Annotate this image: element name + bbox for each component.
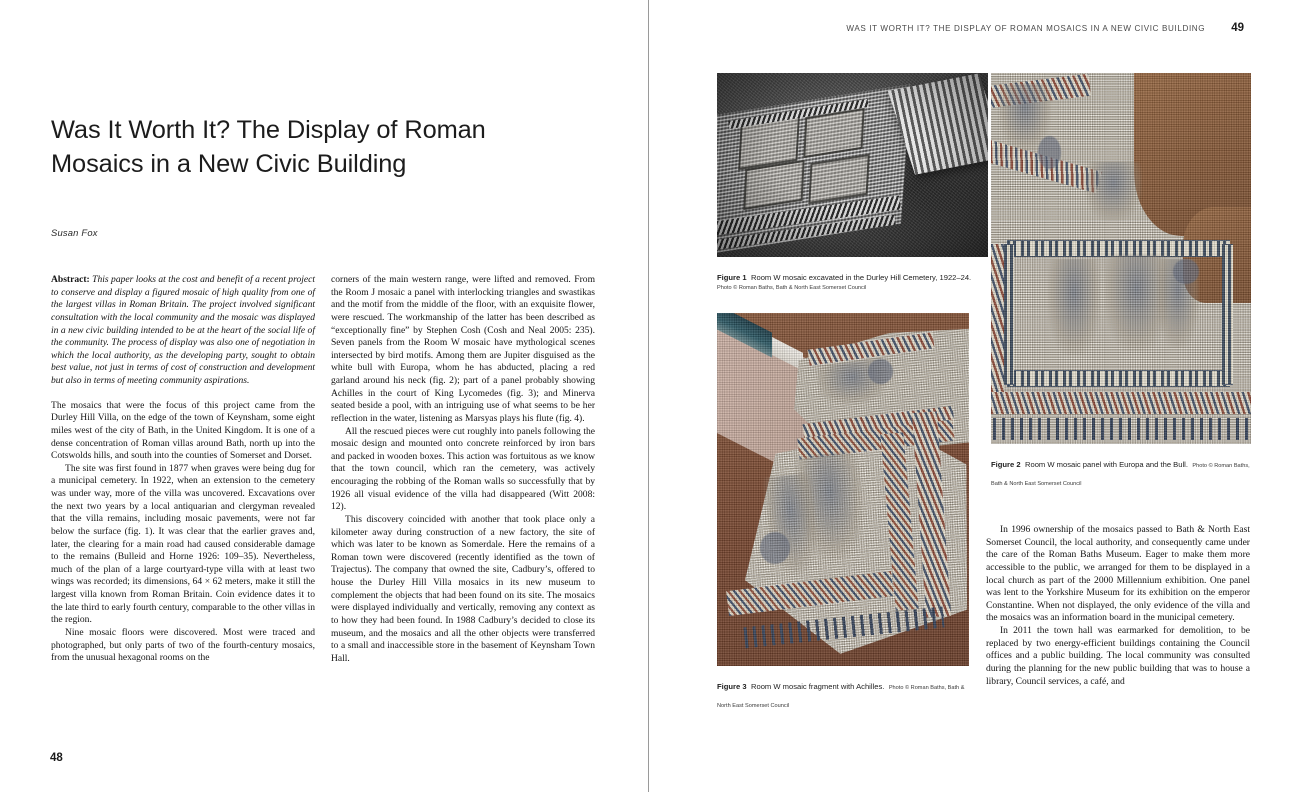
mosaic-damage-spot (868, 359, 893, 384)
page-title: Was It Worth It? The Display of Roman Mosaics in a New Civic Building (51, 116, 486, 179)
body-paragraph: The mosaics that were the focus of this project came from the Durley Hill Villa, on the edge of the town of Keynsham, some eight miles west of the city of Bath, in the United Kingdom. It is one of a dense concentration of Roman villas around Bath, north up into the Cotswolds hills, and south into the counties of Somerset and Dorset. (51, 399, 315, 462)
mosaic-damage-spot (1173, 259, 1199, 285)
figure-1-caption (717, 267, 989, 291)
figure-3-caption (717, 676, 979, 712)
figure-2-credit: Photo © Roman Baths, Bath & North East Somerset Council (991, 463, 1250, 487)
guilloche-border (991, 392, 1251, 414)
body-paragraph: In 2011 the town hall was earmarked for demolition, to be replaced by two energy-efficient buildings containing the Council offices and a public building. The local community was consulted during the planning for the new public building that was to house a library, Council services, a café, and (986, 625, 1250, 687)
article-author: Susan Fox (51, 227, 98, 238)
abstract-text: This paper looks at the cost and benefit of a recent project to conserve and display a figured mosaic of high quality from one of the largest villas in Roman Britain. The project involved significant consultation with the local community and the mosaic was displayed in a new civic building intended to be at the heart of the social life of the community. The process of display was also one of negotiation in which the local authority, as the developing party, sought to obtain best value, not just in terms of cost of construction and development but also in terms of meeting community aspirations. (51, 274, 315, 386)
abstract-label: Abstract: (51, 274, 90, 285)
figure-1-label: Figure 1 (717, 273, 747, 282)
figure-2-label: Figure 2 (991, 460, 1021, 469)
figure-3 (717, 313, 969, 666)
abstract-paragraph (51, 274, 315, 388)
bird-motif (1085, 162, 1142, 221)
body-paragraph: This discovery coincided with another that took place only a kilometer away during construction of a new factory, the site of which was later to be known as Somerdale. Here the remains of a Roman town were discovered (recently identified as the town of Trajectus). The company that owned the site, Cadbury’s, offered to house the Durley Hill Villa mosaics in its new museum to complement the objects that had been found on its site. The mosaics were displayed individually and vertically, removing any context as to how they had been found. In 1988 Cadbury’s decided to close its museum, and the mosaics and all the other objects were transferred to a small and inaccessible store in the basement of Keynsham Town Hall. (331, 513, 595, 664)
figure-1-credit: Photo © Roman Baths, Bath & North East Somerset Council (717, 285, 867, 291)
figure-3-credit: Photo © Roman Baths, Bath & North East Somerset Council (717, 685, 965, 709)
body-column-one (51, 274, 315, 665)
figure-1-image (717, 73, 988, 257)
body-column-two (331, 274, 595, 665)
body-paragraph: Nine mosaic floors were discovered. Most were traced and photographed, but only parts of two of the fourth-century mosaics, from the unusual hexagonal rooms on the (51, 626, 315, 664)
right-page-body-column (986, 524, 1250, 688)
running-head (846, 22, 1244, 34)
figure-3-image (717, 313, 969, 666)
figure-2-caption-text: Room W mosaic panel with Europa and the Bull. (1025, 460, 1188, 469)
figure-2-caption (991, 454, 1253, 490)
europa-figure (1048, 259, 1100, 355)
body-paragraph: corners of the main western range, were lifted and removed. From the Room J mosaic a panel with interlocking triangles and swastikas and the motif from the middle of the floor, with an exquisite flower, were rescued. The workmanship of the latter has been described as “exceptionally fine” by Stephen Cosh (Cosh and Neal 2005: 235). Seven panels from the Room W mosaic have mythological scenes intersected by bird motifs. Among them are Jupiter disguised as the white bull with Europa, whom he has abducted, placing a red garland around his neck (fig. 2); part of a panel probably showing Achilles in the court of King Lycomedes (fig. 3); and Minerva seated beside a pool, with an intriguing use of what seems to be her reflection in the water, listening as Marsyas plays his flute (fig. 4). (331, 274, 595, 424)
running-head-title: WAS IT WORTH IT? THE DISPLAY OF ROMAN MOSAICS IN A NEW CIVIC BUILDING (846, 24, 1206, 33)
photo-vignette (717, 73, 988, 257)
greek-key-border (1007, 370, 1231, 387)
figure-2 (991, 73, 1251, 444)
figure-1 (717, 73, 988, 257)
page-number-right: 49 (1231, 22, 1244, 34)
body-paragraph: All the rescued pieces were cut roughly into panels following the mosaic design and mounted onto concrete reinforced by iron bars and packed in wooden boxes. This action was fortuitous as we know that the town council, which ran the cemetery, was actively encouraging the robbing of the Roman walls so successfully that by 1926 all visual evidence of the villa had disappeared (Witt 2008: 12). (331, 425, 595, 513)
greek-key-border (1004, 244, 1014, 385)
guilloche-border (991, 244, 1004, 392)
triangle-border (991, 418, 1251, 440)
figure-3-label: Figure 3 (717, 682, 747, 691)
body-paragraph: In 1996 ownership of the mosaics passed to Bath & North East Somerset Council, the local authority, and consequently came under the care of the Roman Baths Museum. Eager to make them more accessible to the public, we arranged for them to be displayed in a local church as part of the 2000 Millennium exhibition. One panel was lent to the Yorkshire Museum for its exhibition on the emperor Constantine. When not displayed, the only evidence of the villa and the mosaics was an information board in the municipal cemetery. (986, 524, 1250, 624)
figure-1-caption-text: Room W mosaic excavated in the Durley Hill Cemetery, 1922–24. (751, 273, 972, 282)
page-number-left: 48 (50, 752, 63, 764)
figure-3-caption-text: Room W mosaic fragment with Achilles. (751, 682, 885, 691)
body-paragraph: The site was first found in 1877 when graves were being dug for a municipal cemetery. In 1922, when an extension to the cemetery was under way, more of the villa was uncovered. Excavations over the next two years by a local antiquarian and clergyman revealed that the villa remains, including mosaic pavements, were not far below the surface (fig. 1). It was clear that the earlier graves and, later, the clearing for a main road had caused considerable damage to the remains (Bulleid and Horne 1926: 109–35). Nevertheless, much of the plan of a large courtyard-type villa with at least two wings was recorded; its dimensions, 64 × 62 meters, make it still the largest villa known from Roman Britain. Coin evidence dates it to the late third to early fourth century, comparable to the other villas in the region. (51, 462, 315, 626)
greek-key-border (1222, 244, 1232, 385)
mosaic-damage-spot (760, 532, 790, 564)
figure-2-image (991, 73, 1251, 444)
